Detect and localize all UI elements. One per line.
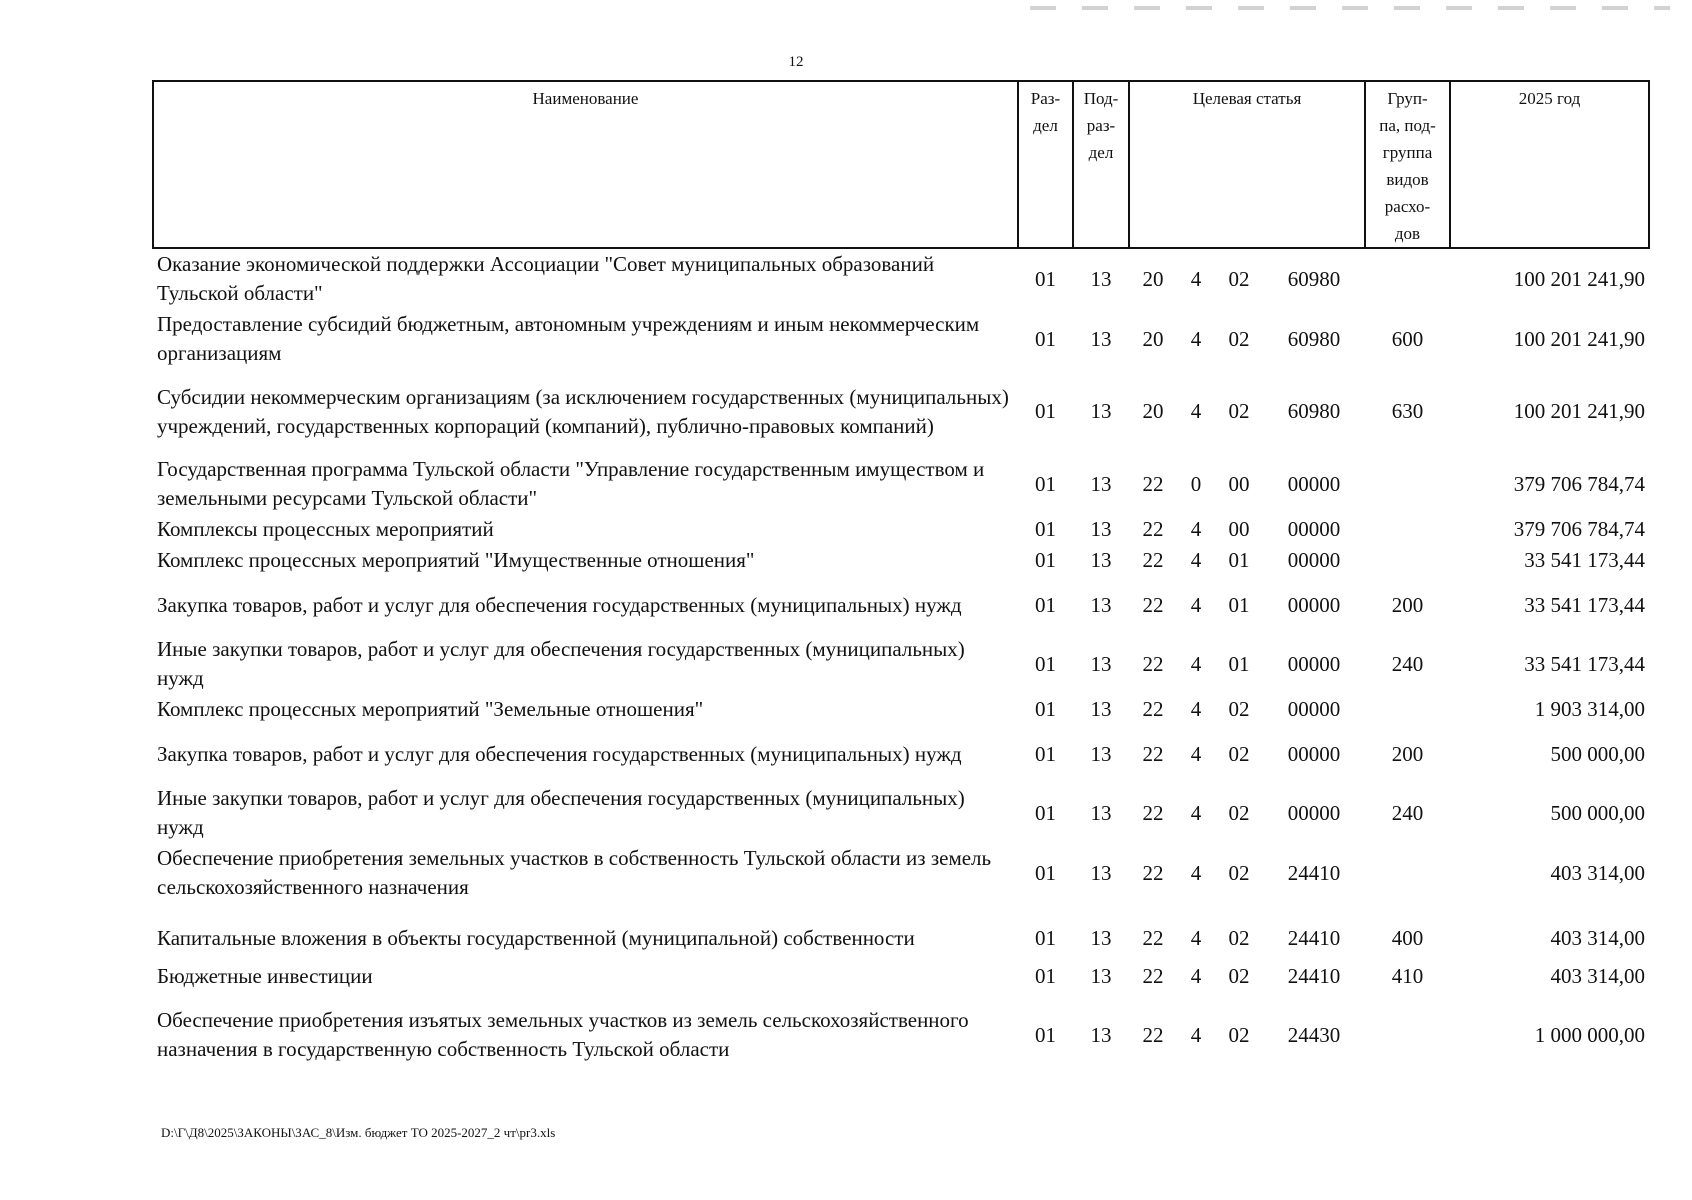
row-section: 01	[1035, 517, 1056, 541]
row-target-direction: 60980	[1287, 399, 1341, 423]
row-section: 01	[1035, 697, 1056, 721]
row-expense-group: 410	[1391, 964, 1424, 988]
row-expense-group: 200	[1391, 741, 1424, 766]
row-subsection: 13	[1090, 471, 1112, 496]
row-target-type: 4	[1190, 1022, 1202, 1047]
row-name: Обеспечение приобретения изъятых земельных участков из земель сельскохозяйственного назначения в государственную собственность Тульской области	[157, 1008, 969, 1061]
row-expense-group: 240	[1391, 651, 1424, 676]
row-target-subprogram: 02	[1228, 741, 1250, 766]
table-row	[153, 725, 1649, 783]
row-target-type: 4	[1190, 399, 1202, 423]
scan-artifact-dashes	[1030, 6, 1670, 10]
row-amount: 500 000,00	[1550, 800, 1645, 825]
row-section: 01	[1035, 926, 1056, 950]
row-expense-group: 630	[1391, 399, 1424, 423]
row-target-direction: 00000	[1287, 651, 1341, 676]
row-target-program: 20	[1142, 266, 1164, 291]
row-section: 01	[1035, 800, 1056, 825]
row-subsection: 13	[1090, 266, 1112, 291]
row-target-program: 22	[1142, 1022, 1164, 1047]
row-amount: 100 201 241,90	[1513, 326, 1645, 351]
row-name: Комплекс процессных мероприятий "Земельные отношения"	[157, 697, 704, 721]
row-expense-group	[1365, 454, 1450, 514]
row-expense-group: 240	[1391, 800, 1424, 825]
budget-table	[152, 80, 1650, 1078]
header-expense-group: Груп- па, под- группа видов расхо- дов	[1365, 81, 1450, 248]
row-section: 01	[1035, 399, 1056, 423]
row-name: Бюджетные инвестиции	[157, 964, 373, 988]
row-target-type: 4	[1190, 741, 1202, 766]
row-subsection: 13	[1090, 741, 1112, 766]
header-target-article: Целевая статья	[1129, 81, 1365, 248]
row-target-subprogram: 02	[1228, 697, 1250, 721]
row-name: Оказание экономической поддержки Ассоциации "Совет муниципальных образований Тульской области"	[157, 252, 935, 305]
table-row	[153, 369, 1649, 454]
row-subsection: 13	[1090, 1022, 1112, 1047]
table-row	[153, 992, 1649, 1078]
header-section: Раз- дел	[1018, 81, 1073, 248]
row-target-subprogram: 02	[1228, 1022, 1250, 1047]
table-row	[153, 903, 1649, 961]
row-target-direction: 60980	[1287, 326, 1341, 351]
row-subsection: 13	[1090, 548, 1112, 572]
row-amount: 379 706 784,74	[1513, 471, 1645, 496]
table-header-row	[153, 81, 1649, 248]
row-target-type: 4	[1190, 651, 1202, 676]
table-row	[153, 576, 1649, 634]
row-subsection: 13	[1090, 399, 1112, 423]
row-target-program: 22	[1142, 964, 1164, 988]
row-target-direction: 24410	[1287, 860, 1341, 885]
row-expense-group	[1365, 843, 1450, 903]
row-subsection: 13	[1090, 326, 1112, 351]
row-target-direction: 00000	[1287, 800, 1341, 825]
row-target-program: 22	[1142, 651, 1164, 676]
row-target-program: 22	[1142, 592, 1164, 617]
row-target-type: 4	[1190, 548, 1202, 572]
row-target-direction: 00000	[1287, 697, 1341, 721]
row-expense-group: 400	[1391, 926, 1424, 950]
table-row	[153, 783, 1649, 843]
row-target-program: 20	[1142, 326, 1164, 351]
row-target-subprogram: 02	[1228, 964, 1250, 988]
row-name: Комплексы процессных мероприятий	[157, 517, 494, 541]
row-expense-group: 200	[1391, 592, 1424, 617]
table-row	[153, 694, 1649, 725]
row-section: 01	[1035, 548, 1056, 572]
row-target-direction: 00000	[1287, 517, 1341, 541]
row-target-type: 4	[1190, 266, 1202, 291]
row-section: 01	[1035, 741, 1056, 766]
table-body	[153, 248, 1649, 1078]
row-target-direction: 24410	[1287, 964, 1341, 988]
row-section: 01	[1035, 266, 1056, 291]
row-subsection: 13	[1090, 592, 1112, 617]
row-subsection: 13	[1090, 964, 1112, 988]
row-expense-group	[1365, 545, 1450, 576]
row-target-direction: 00000	[1287, 741, 1341, 766]
row-target-subprogram: 01	[1228, 548, 1250, 572]
row-target-type: 4	[1190, 964, 1202, 988]
row-target-subprogram: 02	[1228, 326, 1250, 351]
row-expense-group	[1365, 694, 1450, 725]
row-target-type: 4	[1190, 860, 1202, 885]
header-name: Наименование	[153, 81, 1018, 248]
row-amount: 403 314,00	[1550, 964, 1645, 988]
row-target-subprogram: 02	[1228, 266, 1250, 291]
header-year: 2025 год	[1450, 81, 1649, 248]
row-subsection: 13	[1090, 651, 1112, 676]
row-target-direction: 00000	[1287, 592, 1341, 617]
row-name: Капитальные вложения в объекты государственной (муниципальной) собственности	[157, 926, 915, 950]
row-amount: 1 000 000,00	[1534, 1022, 1645, 1047]
row-amount: 403 314,00	[1550, 860, 1645, 885]
table-row	[153, 545, 1649, 576]
row-amount: 379 706 784,74	[1513, 517, 1645, 541]
row-section: 01	[1035, 964, 1056, 988]
table-row	[153, 961, 1649, 992]
table-row	[153, 454, 1649, 514]
row-target-subprogram: 02	[1228, 860, 1250, 885]
row-name: Закупка товаров, работ и услуг для обеспечения государственных (муниципальных) нужд	[157, 741, 962, 766]
row-subsection: 13	[1090, 517, 1112, 541]
row-target-subprogram: 00	[1228, 471, 1250, 496]
row-target-direction: 24410	[1287, 926, 1341, 950]
row-target-type: 4	[1190, 326, 1202, 351]
row-name: Обеспечение приобретения земельных участков в собственность Тульской области из земель сельскохозяйственного назначения	[157, 846, 992, 899]
page-number: 12	[788, 54, 804, 70]
row-amount: 1 903 314,00	[1534, 697, 1645, 721]
row-target-program: 22	[1142, 860, 1164, 885]
row-section: 01	[1035, 860, 1056, 885]
row-target-program: 22	[1142, 697, 1164, 721]
row-expense-group	[1365, 992, 1450, 1078]
row-section: 01	[1035, 326, 1056, 351]
row-target-type: 4	[1190, 592, 1202, 617]
table-row	[153, 843, 1649, 903]
row-subsection: 13	[1090, 926, 1112, 950]
row-name: Субсидии некоммерческим организациям (за исключением государственных (муниципальных) учреждений, государственных корпораций (компаний), публично-правовых компаний)	[157, 384, 1009, 438]
row-target-subprogram: 00	[1228, 517, 1250, 541]
row-target-direction: 00000	[1287, 548, 1341, 572]
row-target-type: 0	[1190, 471, 1202, 496]
row-target-type: 4	[1190, 697, 1202, 721]
row-target-program: 20	[1142, 399, 1164, 423]
row-target-program: 22	[1142, 548, 1164, 572]
row-amount: 33 541 173,44	[1524, 592, 1645, 617]
row-target-subprogram: 01	[1228, 592, 1250, 617]
row-name: Закупка товаров, работ и услуг для обеспечения государственных (муниципальных) нужд	[157, 592, 962, 617]
row-name: Предоставление субсидий бюджетным, автономным учреждениям и иным некоммерческим организациям	[157, 312, 980, 365]
row-target-program: 22	[1142, 517, 1164, 541]
row-target-direction: 60980	[1287, 266, 1341, 291]
row-amount: 100 201 241,90	[1513, 266, 1645, 291]
row-subsection: 13	[1090, 800, 1112, 825]
table-row	[153, 634, 1649, 694]
row-target-type: 4	[1190, 517, 1202, 541]
row-amount: 403 314,00	[1550, 926, 1645, 950]
table-row	[153, 248, 1649, 309]
row-name: Иные закупки товаров, работ и услуг для обеспечения государственных (муниципальных) нужд	[157, 786, 965, 839]
row-amount: 33 541 173,44	[1524, 548, 1645, 572]
row-subsection: 13	[1090, 860, 1112, 885]
row-target-program: 22	[1142, 471, 1164, 496]
row-section: 01	[1035, 592, 1056, 617]
row-target-direction: 24430	[1287, 1022, 1341, 1047]
row-section: 01	[1035, 1022, 1056, 1047]
row-amount: 100 201 241,90	[1513, 399, 1645, 423]
table-row	[153, 514, 1649, 545]
row-expense-group	[1365, 514, 1450, 545]
row-target-program: 22	[1142, 926, 1164, 950]
file-path-footer: D:\Г\Д8\2025\ЗАКОНЫ\ЗАС_8\Изм. бюджет ТО 2025-2027_2 чт\pr3.xls	[161, 1125, 556, 1140]
row-name: Иные закупки товаров, работ и услуг для обеспечения государственных (муниципальных) нужд	[157, 637, 965, 690]
row-name: Комплекс процессных мероприятий "Имущественные отношения"	[157, 548, 755, 572]
table-row	[153, 309, 1649, 369]
row-target-subprogram: 02	[1228, 926, 1250, 950]
row-name: Государственная программа Тульской области "Управление государственным имуществом и земельными ресурсами Тульской области"	[157, 457, 985, 510]
row-target-subprogram: 02	[1228, 399, 1250, 423]
row-section: 01	[1035, 471, 1056, 496]
row-expense-group: 600	[1391, 326, 1424, 351]
row-target-program: 22	[1142, 741, 1164, 766]
header-subsection: Под- раз- дел	[1073, 81, 1129, 248]
row-expense-group	[1365, 248, 1450, 309]
row-target-subprogram: 02	[1228, 800, 1250, 825]
row-subsection: 13	[1090, 697, 1112, 721]
row-section: 01	[1035, 651, 1056, 676]
row-target-type: 4	[1190, 926, 1202, 950]
row-amount: 500 000,00	[1550, 741, 1645, 766]
row-target-subprogram: 01	[1228, 651, 1250, 676]
row-target-program: 22	[1142, 800, 1164, 825]
row-target-type: 4	[1190, 800, 1202, 825]
row-amount: 33 541 173,44	[1524, 651, 1645, 676]
row-target-direction: 00000	[1287, 471, 1341, 496]
